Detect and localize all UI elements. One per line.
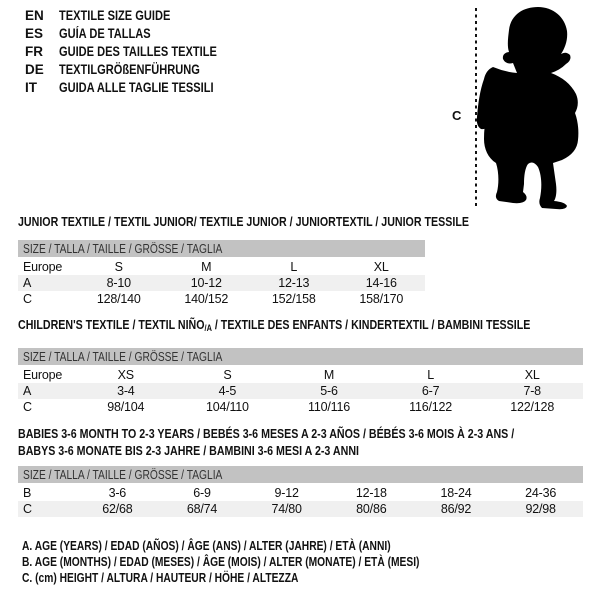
language-row [25,6,252,24]
table-title-segment: /A [204,323,212,333]
size-cell: 10-12 [190,276,222,290]
size-cell: XL [373,260,389,274]
size-cell: 116/122 [409,400,453,414]
table-title-segment: JUNIOR TEXTILE / TEXTIL JUNIOR/ TEXTILE JUNIOR / JUNIORTEXTIL / JUNIOR TESSILE [18,214,469,229]
language-title: GUÍA DE TALLAS [59,25,151,41]
table-title-text [18,318,530,333]
size-cell: 6-7 [421,384,440,398]
row-label: C [23,292,32,306]
language-row [25,78,252,96]
footnote-line [22,570,507,586]
size-cell: 80/86 [356,502,387,516]
row-label: C [23,400,32,414]
size-cell: 140/152 [184,292,229,306]
size-cell: 18-24 [440,486,472,500]
language-title: TEXTILE SIZE GUIDE [59,7,171,23]
size-cell: 62/68 [102,502,133,516]
table-row [18,367,583,383]
junior-size-table [18,214,469,307]
size-cell: 24-36 [525,486,557,500]
height-figure [430,0,600,215]
size-header-text: SIZE / TALLA / TAILLE / GRÖSSE / TAGLIA [23,241,223,256]
table-title [18,318,583,333]
size-header-bar [18,348,583,365]
size-cell: 110/116 [308,400,350,414]
row-label: A [23,276,32,290]
children-size-table [18,318,583,415]
table-title-segment: BABYS 3-6 MONATE BIS 2-3 JAHRE / BAMBINI 3-6 MESI A 2-3 ANNI [18,443,359,458]
table-row [18,399,583,415]
height-measure-label: C [452,108,462,123]
table-row [18,259,425,275]
language-code: EN [25,7,44,23]
toddler-silhouette [477,7,579,209]
size-cell: 7-8 [523,384,541,398]
footnote-text: C. (cm) HEIGHT / ALTURA / HAUTEUR / HÖHE / ALTEZZA [22,571,299,585]
size-cell: 86/92 [440,502,472,516]
footnote-text: A. AGE (YEARS) / EDAD (AÑOS) / ÂGE (ANS) / ALTER (JAHRE) / ETÀ (ANNI) [22,539,391,553]
footnote-text: B. AGE (MONTHS) / EDAD (MESES) / ÂGE (MOIS) / ALTER (MONATE) / ETÀ (MESI) [22,555,420,569]
measure-legend [22,538,507,586]
size-cell: 3-6 [108,486,127,500]
size-cell: 8-10 [106,276,131,290]
table-title-text [18,425,514,442]
size-cell: XL [524,368,540,382]
language-list [25,6,252,96]
footnote-line [22,538,507,554]
size-header-text: SIZE / TALLA / TAILLE / GRÖSSE / TAGLIA [23,349,223,364]
size-header-bar [18,240,425,257]
table-title [18,425,583,442]
size-cell: 98/104 [107,400,145,414]
row-label: Europe [23,260,63,274]
size-cell: 68/74 [186,502,218,516]
size-cell: M [323,368,335,382]
language-title: TEXTILGRÖßENFÜHRUNG [59,61,200,77]
row-label: Europe [23,368,63,382]
size-cell: M [201,260,212,274]
row-label: C [23,502,32,516]
table-title-segment: CHILDREN'S TEXTILE / TEXTIL NIÑO [18,317,205,332]
size-cell: 74/80 [271,502,302,516]
language-code: ES [25,25,44,41]
size-cell: 104/110 [205,400,249,414]
language-row [25,60,252,78]
table-row [18,291,425,307]
size-cell: 128/140 [96,292,141,306]
table-title-text [18,442,359,459]
size-cell: 4-5 [218,384,237,398]
size-cell: 12-18 [355,486,387,500]
table-title-segment: BABIES 3-6 MONTH TO 2-3 YEARS / BEBÉS 3-6 MESES A 2-3 AÑOS / BÉBÉS 3-6 MOIS À 2-3 ANS / [18,426,515,441]
row-label: A [23,384,32,398]
size-header-text: SIZE / TALLA / TAILLE / GRÖSSE / TAGLIA [23,467,223,482]
language-title: GUIDA ALLE TAGLIE TESSILI [59,79,214,95]
table-row [18,501,583,517]
size-cell: 122/128 [510,400,555,414]
size-cell: XS [117,368,134,382]
language-row [25,24,252,42]
size-cell: 152/158 [271,292,316,306]
babies-size-table [18,425,583,517]
size-cell: 12-13 [278,276,310,290]
footnote-line [22,554,507,570]
language-row [25,42,252,60]
table-title-segment: / TEXTILE DES ENFANTS / KINDERTEXTIL / BAMBINI TESSILE [211,317,531,332]
language-code: IT [25,79,37,95]
table-row [18,383,583,399]
language-code: FR [25,43,43,59]
size-cell: 14-16 [365,276,397,290]
size-cell: L [290,260,298,274]
language-title: GUIDE DES TAILLES TEXTILE [59,43,217,59]
size-cell: 6-9 [193,486,211,500]
language-code: DE [25,61,44,77]
table-row [18,275,425,291]
toddler-figure-svg [430,0,600,215]
table-row [18,485,583,501]
row-label: B [23,486,32,500]
size-cell: 158/170 [359,292,404,306]
table-title-text [18,215,469,228]
table-title [18,214,469,229]
size-cell: L [427,368,434,382]
size-cell: S [223,368,232,382]
size-header-bar [18,466,583,483]
size-cell: 92/98 [525,502,556,516]
size-cell: 5-6 [320,384,338,398]
size-cell: 3-4 [117,384,135,398]
size-cell: 9-12 [274,486,299,500]
size-cell: S [114,260,123,274]
table-title [18,442,583,459]
